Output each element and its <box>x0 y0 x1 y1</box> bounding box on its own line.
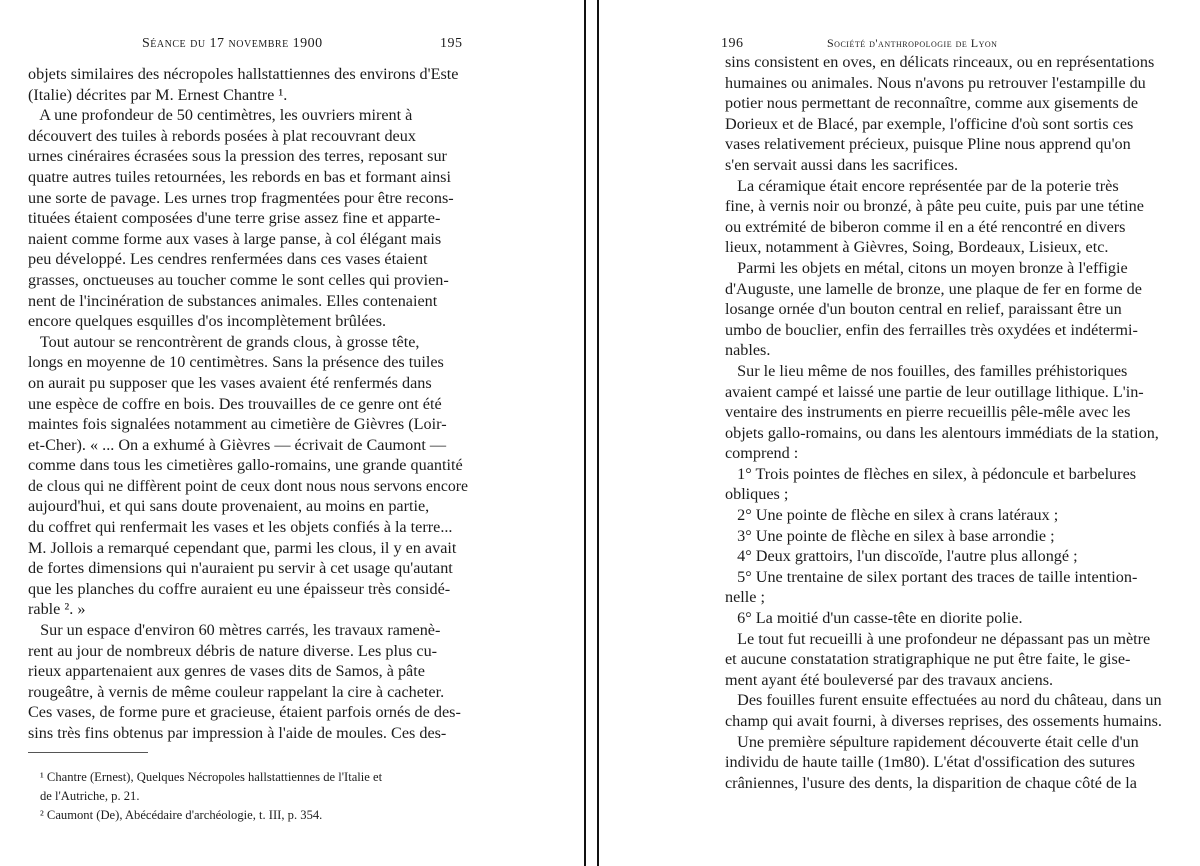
text-line: de clous qui ne diffèrent point de ceux dont nous nous servons encore <box>28 476 468 495</box>
text-line: avaient campé et laissé une partie de leur outillage lithique. L'in- <box>725 382 1144 401</box>
text-line: umbo de bouclier, enfin des ferrailles très oxydées et indétermi- <box>725 320 1138 339</box>
text-line: A une profondeur de 50 centimètres, les ouvriers mirent à <box>28 106 413 125</box>
text-line: nent de l'incinération de substances animales. Elles contenaient <box>28 291 438 310</box>
footnote-line: ² Caumont (De), Abécédaire d'archéologie, t. III, p. 354. <box>40 808 323 822</box>
right-page-header-title: Société d'anthropologie de Lyon <box>827 36 998 50</box>
text-line: 4° Deux grattoirs, l'un discoïde, l'autre plus allongé ; <box>725 547 1078 566</box>
text-line: d'Auguste, une lamelle de bronze, une plaque de fer en forme de <box>725 279 1142 298</box>
text-line: 6° La moitié d'un casse-tête en diorite polie. <box>725 609 1023 628</box>
text-line: une sorte de pavage. Les urnes trop fragmentées pour être recons- <box>28 188 454 207</box>
left-page-body <box>28 64 468 744</box>
text-line: quatre autres tuiles retournées, les rebords en bas et formant ainsi <box>28 167 451 186</box>
text-line: individu de haute taille (1m80). L'état d'ossification des sutures <box>725 753 1135 772</box>
text-line: M. Jollois a remarqué cependant que, parmi les clous, il y en avait <box>28 538 457 557</box>
text-line: Dorieux et de Blacé, par exemple, l'officine d'où sont sortis ces <box>725 114 1134 133</box>
text-line: Des fouilles furent ensuite effectuées au nord du château, dans un <box>725 691 1162 710</box>
text-line: ment ayant été bouleversé par des travaux anciens. <box>725 670 1054 689</box>
right-page <box>599 0 1200 866</box>
right-page-body <box>725 52 1165 793</box>
text-line: objets similaires des nécropoles hallstattiennes des environs d'Este <box>28 65 459 83</box>
text-line: longs en moyenne de 10 centimètres. Sans la présence des tuiles <box>28 353 444 372</box>
text-line: potier nous permettant de reconnaître, comme aux gisements de <box>725 94 1139 113</box>
text-line: fine, à vernis noir ou bronzé, à pâte peu cuite, puis par une tétine <box>725 197 1144 216</box>
text-line: tituées étaient composées d'une terre grise assez fine et apparte- <box>28 209 441 228</box>
text-line: de fortes dimensions qui n'auraient pu servir à cet usage qu'autant <box>28 559 453 578</box>
text-line: Tout autour se rencontrèrent de grands clous, à grosse tête, <box>28 332 420 351</box>
left-page <box>0 0 584 866</box>
text-line: rent au jour de nombreux débris de nature diverse. Les plus cu- <box>28 641 438 660</box>
text-line: (Italie) décrites par M. Ernest Chantre ¹. <box>28 85 288 104</box>
text-line: humaines ou animales. Nous n'avons pu retrouver l'estampille du <box>725 73 1146 92</box>
text-line: découvert des tuiles à rebords posées à plat recouvrant deux <box>28 126 416 145</box>
text-line: aujourd'hui, et qui sans doute provenaient, au moins en partie, <box>28 497 430 516</box>
text-line: Une première sépulture rapidement découverte était celle d'un <box>725 732 1139 751</box>
left-page-number: 195 <box>440 36 463 51</box>
text-line: lieux, notamment à Gièvres, Soing, Bordeaux, Lisieux, etc. <box>725 238 1109 257</box>
text-line: crâniennes, l'usure des dents, la disparition de chaque côté de la <box>725 773 1137 792</box>
text-line: Ces vases, de forme pure et gracieuse, étaient parfois ornés de des- <box>28 703 461 722</box>
text-line: losange ornée d'un bouton central en relief, paraissant être un <box>725 300 1122 319</box>
gutter-divider <box>584 0 586 866</box>
text-line: nables. <box>725 341 771 360</box>
text-line: on aurait pu supposer que les vases avaient été renfermés dans <box>28 373 432 392</box>
text-line: Parmi les objets en métal, citons un moyen bronze à l'effigie <box>725 258 1128 277</box>
text-line: Le tout fut recueilli à une profondeur ne dépassant pas un mètre <box>725 629 1151 648</box>
right-page-number: 196 <box>721 36 744 51</box>
text-line: grasses, onctueuses au toucher comme le sont celles qui provien- <box>28 270 449 289</box>
text-line: comme dans tous les cimetières gallo-romains, une grande quantité <box>28 456 463 475</box>
text-line: peu développé. Les cendres renfermées dans ces vases étaient <box>28 250 428 269</box>
text-line: Sur un espace d'environ 60 mètres carrés, les travaux ramenè- <box>28 621 441 640</box>
text-line: maintes fois signalées notamment au cimetière de Gièvres (Loir- <box>28 415 447 434</box>
text-line: La céramique était encore représentée par de la poterie très <box>725 176 1119 195</box>
text-line: et-Cher). « ... On a exhumé à Gièvres — écrivait de Caumont — <box>28 435 447 454</box>
footnote-separator <box>28 752 148 753</box>
text-line: Sur le lieu même de nos fouilles, des familles préhistoriques <box>725 361 1128 380</box>
text-line: et aucune constatation stratigraphique ne put être faite, le gise- <box>725 650 1131 669</box>
left-page-header-title: Séance du 17 novembre 1900 <box>142 36 323 51</box>
text-line: comprend : <box>725 444 799 463</box>
text-line: ventaire des instruments en pierre recueillis pêle-mêle avec les <box>725 403 1131 422</box>
text-line: champ qui avait fourni, à diverses reprises, des ossements humains. <box>725 712 1162 730</box>
text-line: objets gallo-romains, ou dans les alentours immédiats de la station, <box>725 423 1159 442</box>
text-line: du coffret qui renfermait les vases et les objets confiés à la terre... <box>28 518 453 537</box>
text-line: naient comme forme aux vases à large panse, à col élégant mais <box>28 229 442 248</box>
text-line: rieux appartenaient aux genres de vases dits de Samos, à pâte <box>28 662 425 681</box>
text-line: sins consistent en oves, en délicats rinceaux, ou en représentations <box>725 53 1155 71</box>
text-line: 5° Une trentaine de silex portant des traces de taille intention- <box>725 567 1138 586</box>
left-page-footnotes <box>40 768 470 825</box>
text-line: 1° Trois pointes de flèches en silex, à pédoncule et barbelures <box>725 464 1137 483</box>
text-line: urnes cinéraires écrasées sous la pression des terres, reposant sur <box>28 147 447 166</box>
text-line: rable ². » <box>28 600 86 619</box>
text-line: sins très fins obtenus par impression à l'aide de moules. Ces des- <box>28 724 447 742</box>
text-line: 3° Une pointe de flèche en silex à base arrondie ; <box>725 526 1055 545</box>
text-line: que les planches du coffre auraient eu une épaisseur très considé- <box>28 579 451 598</box>
footnote-line: ¹ Chantre (Ernest), Quelques Nécropoles hallstattiennes de l'Italie et <box>40 770 383 784</box>
footnote-line: de l'Autriche, p. 21. <box>40 789 140 803</box>
text-line: nelle ; <box>725 588 766 607</box>
text-line: obliques ; <box>725 485 789 504</box>
text-line: 2° Une pointe de flèche en silex à crans latéraux ; <box>725 506 1059 525</box>
text-line: vases relativement précieux, puisque Pline nous apprend qu'on <box>725 135 1131 154</box>
text-line: encore quelques esquilles d'os incomplètement brûlées. <box>28 312 387 331</box>
text-line: ou extrémité de biberon comme il en a été rencontré en divers <box>725 217 1126 236</box>
text-line: s'en servait aussi dans les sacrifices. <box>725 155 959 174</box>
text-line: une espèce de coffre en bois. Des trouvailles de ce genre ont été <box>28 394 442 413</box>
text-line: rougeâtre, à vernis de même couleur rappelant la cire à cacheter. <box>28 682 445 701</box>
